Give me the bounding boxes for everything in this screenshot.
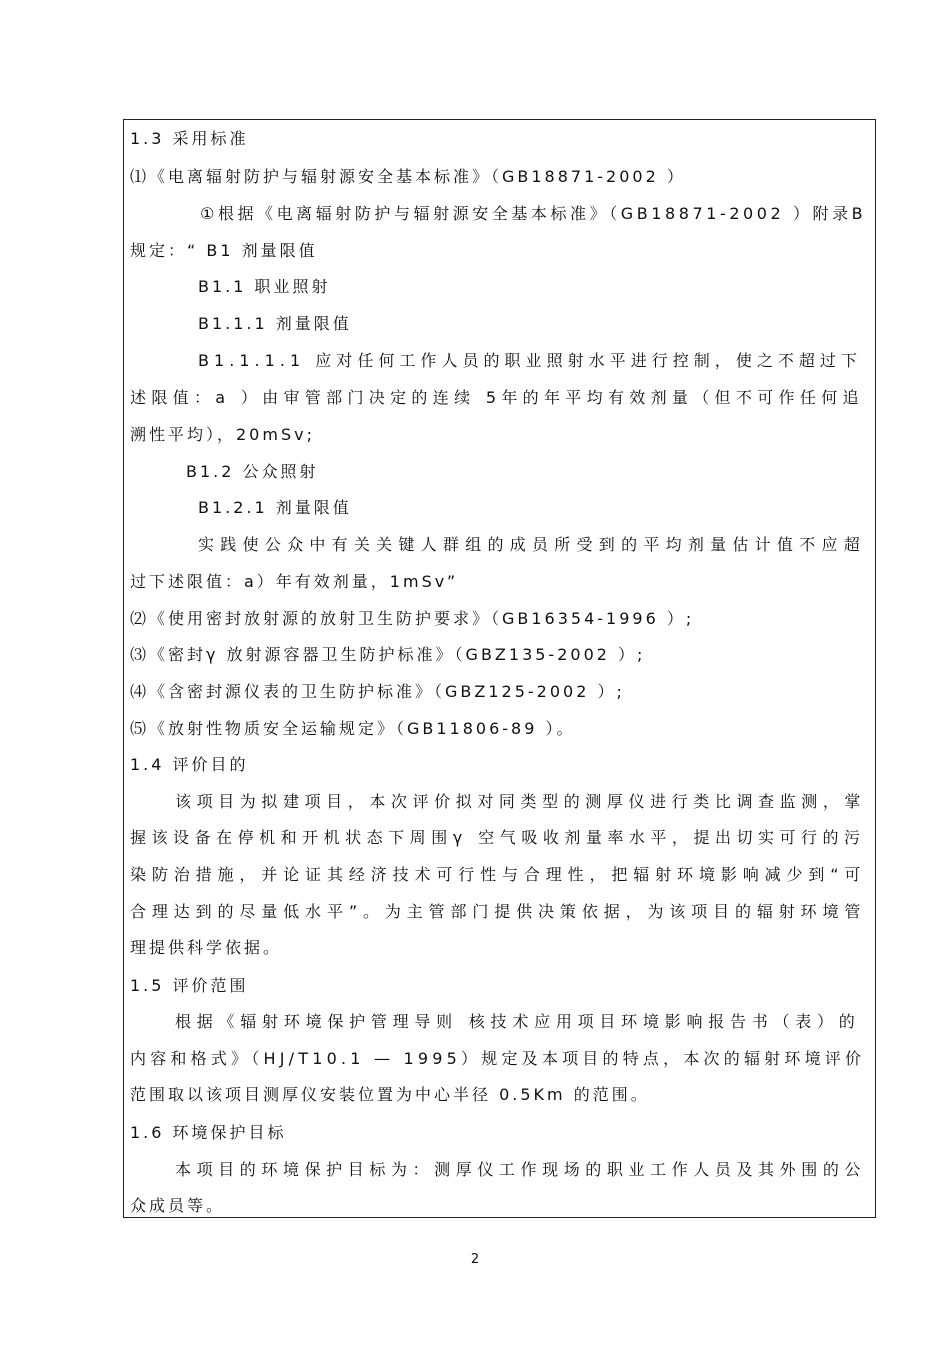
text-line: 规定：“ B1 剂量限值 (130, 241, 318, 260)
text-line: ⑷《含密封源仪表的卫生防护标准》（GBZ125-2002 ）; (130, 682, 625, 701)
text-line: 合理达到的尽量低水平”。为主管部门提供决策依据，为该项目的辐射环境管 (130, 902, 867, 921)
text-line: ⑶《密封γ 放射源容器卫生防护标准》（GBZ135-2002 ）; (130, 645, 646, 664)
text-line: 实践使公众中有关关键人群组的成员所受到的平均剂量估计值不应超 (198, 535, 867, 554)
text-line: 溯性平均），20mSv; (130, 425, 315, 444)
text-line: 本项目的环境保护目标为：测厚仪工作现场的职业工作人员及其外围的公 (175, 1160, 867, 1179)
text-line: ⑵《使用密封放射源的放射卫生防护要求》（GB16354-1996 ）; (130, 609, 695, 628)
text-line: 1.5 评价范围 (130, 976, 249, 995)
text-line: 染防治措施，并论证其经济技术可行性与合理性，把辐射环境影响减少到“可 (130, 865, 867, 884)
text-line: B1.1.1.1 应对任何工作人员的职业照射水平进行控制，使之不超过下 (198, 351, 862, 370)
text-line: 内容和格式》（HJ/T10.1 — 1995）规定及本项目的特点，本次的辐射环境评价 (130, 1049, 866, 1068)
text-line: 范围取以该项目测厚仪安装位置为中心半径 0.5Km 的范围。 (130, 1085, 650, 1104)
text-line: ①根据《电离辐射防护与辐射源安全基本标准》（GB18871-2002 ）附录B (200, 204, 867, 223)
text-line: 1.3 采用标准 (130, 129, 249, 148)
text-line: 根据《辐射环境保护管理导则 核技术应用项目环境影响报告书（表）的 (175, 1012, 861, 1031)
text-line: 1.6 环境保护目标 (130, 1123, 287, 1142)
text-line: 过下述限值：a）年有效剂量，1mSv” (130, 572, 459, 591)
text-line: B1.1 职业照射 (198, 277, 331, 296)
text-line: ⑸《放射性物质安全运输规定》（GB11806-89 ）。 (130, 719, 576, 738)
text-line: 述限值：a ）由审管部门决定的连续 5年的年平均有效剂量（但不可作任何追 (130, 388, 864, 407)
text-line: ⑴《电离辐射防护与辐射源安全基本标准》（GB18871-2002 ） (130, 167, 686, 186)
text-line: 众成员等。 (130, 1196, 226, 1215)
text-line: B1.1.1 剂量限值 (198, 314, 352, 333)
text-line: 1.4 评价目的 (130, 755, 249, 774)
page-number: 2 (470, 1252, 480, 1267)
text-line: B1.2 公众照射 (186, 462, 319, 481)
text-line: 理提供科学依据。 (130, 938, 283, 957)
text-line: 握该设备在停机和开机状态下周围γ 空气吸收剂量率水平，提出切实可行的污 (130, 828, 866, 847)
text-line: 该项目为拟建项目，本次评价拟对同类型的测厚仪进行类比调查监测，掌 (175, 792, 867, 811)
text-line: B1.2.1 剂量限值 (198, 498, 352, 517)
